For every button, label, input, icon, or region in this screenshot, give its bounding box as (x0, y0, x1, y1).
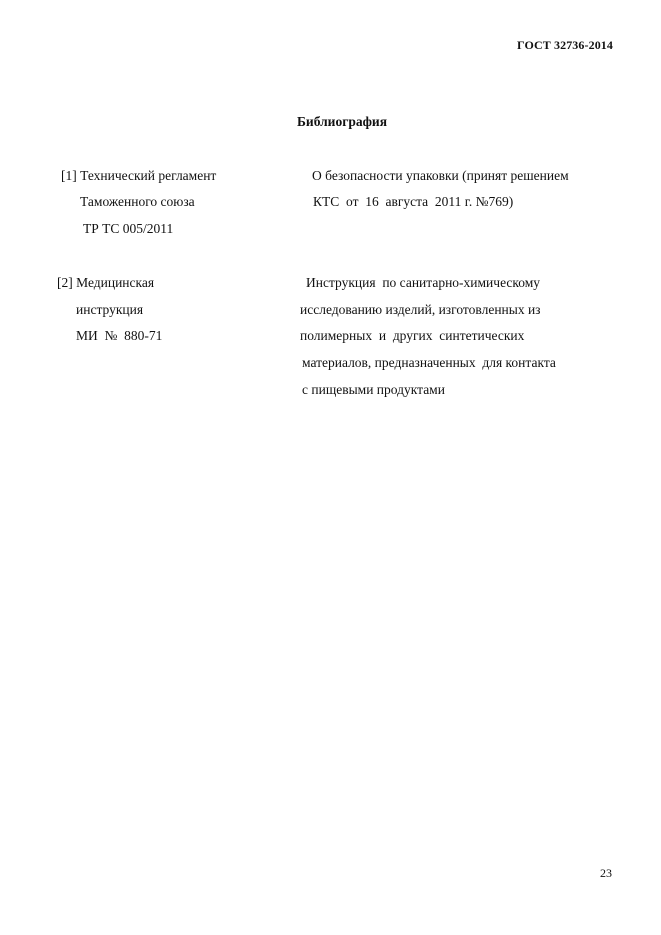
entry-reference-line: ТР ТС 005/2011 (83, 221, 174, 236)
page-title: Библиография (296, 114, 388, 129)
entry-reference-line: инструкция (76, 302, 144, 317)
entry-reference-line: [2] Медицинская (57, 275, 155, 290)
entry-reference-line: [1] Технический регламент (61, 168, 217, 183)
page-number: 23 (600, 866, 612, 880)
document-number: ГОСТ 32736-2014 (517, 38, 613, 52)
entry-description-line: с пищевыми продуктами (302, 382, 445, 397)
entry-description-line: полимерных и других синтетических (300, 328, 525, 343)
entry-reference-line: МИ № 880-71 (76, 328, 163, 343)
entry-description-line: О безопасности упаковки (принят решением (312, 168, 569, 183)
entry-description-line: исследованию изделий, изготовленных из (300, 302, 541, 317)
entry-description-line: материалов, предназначенных для контакта (302, 355, 556, 370)
entry-description-line: КТС от 16 августа 2011 г. №769) (313, 194, 514, 209)
entry-reference-line: Таможенного союза (80, 194, 195, 209)
entry-description-line: Инструкция по санитарно-химическому (306, 275, 541, 290)
